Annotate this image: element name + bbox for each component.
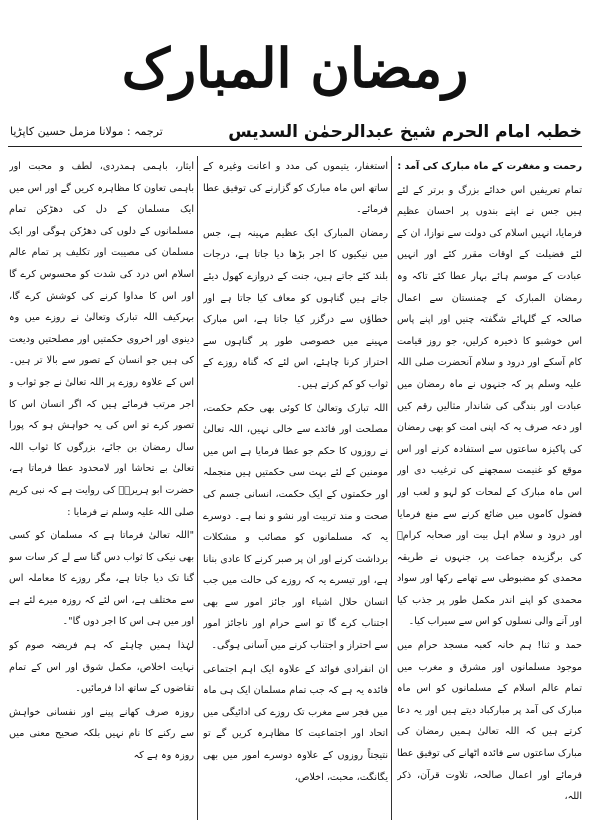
- paragraph: ان انفرادی فوائد کے علاوہ ایک اہم اجتماعی فائدہ یہ ہے کہ جب تمام مسلمان ایک ہی ماہ میں فجر سے مغرب تک روزے کی ادائیگی میں اتحاد اور اجتماعیت کا مظاہرہ کریں گے تو نتیجتاً روزوں کے علاوہ دوسرے امور میں بھی یگانگت، محبت، اخلاص،: [203, 663, 388, 783]
- paragraph: استغفار، یتیموں کی مدد و اعانت وغیرہ کے ساتھ اس ماہ مبارک کو گزارنے کی توفیق عطا فرمائے۔: [203, 161, 388, 216]
- paragraph: لہٰذا ہمیں چاہئے کہ ہم فریضہ صوم کو نہایت اخلاص، مکمل شوق اور اس کے تمام تقاضوں کے ساتھ ادا فرمائیں۔: [9, 640, 194, 695]
- hadith-quote: "اللہ تعالیٰ فرماتا ہے کہ مسلمان کو کسی بھی نیکی کا ثواب دس گنا سے لے کر سات سو گنا تک دیا جاتا ہے، مگر روزے کا معاملہ اس سے مختلف ہے، اس لئے کہ روزہ میرے لئے ہے اور میں ہی اس کا اجر دوں گا"۔: [9, 530, 194, 628]
- paragraph: ایثار، باہمی ہمدردی، لطف و محبت اور باہمی تعاون کا مظاہرہ کریں گے اور اس میں ایک مسلمان کے دل کی دھڑکن تمام مسلمانوں کے دلوں کی دھڑکن ہوگی اور ایک مسلمان کی مصیبت اور تکلیف پر تمام عالم اسلام اس درد کی شدت کو محسوس کرے گا اور اس کا مداوا کرنے کی کوشش کرے گا، بہرکیف اللہ تبارک وتعالیٰ نے روزے میں وہ دینوی اور اخروی حکمتیں اور مصلحتیں ودیعت کی ہیں جو انسان کے تصور سے بالا تر ہیں۔ اس کے علاوہ روزے پر اللہ تعالیٰ نے جو ثواب و اجر مرتب فرمائے ہیں کہ اگر انسان اس کا تصور کرے تو اس کی یہ خواہش ہو کہ پورا سال رمضان بن جائے، بزرگوں کا ثواب اللہ تعالیٰ بے تحاشا اور لامحدود عطا فرماتا ہے، حضرت ابو ہریرہؓ کی روایت ہے کہ نبی کریم صلی اللہ علیہ وسلم نے فرمایا :: [9, 161, 194, 518]
- paragraph: حمد و ثنا! ہم خانہ کعبہ مسجد حرام میں موجود مسلمانوں اور مشرق و مغرب میں تمام عالم اسلام کے مسلمانوں کو اس ماہ مبارک کی آمد پر مبارکباد دیتے ہیں اور یہ دعا کرتے ہیں کہ اللہ تعالیٰ ہمیں رمضان کی مبارک ساعتوں سے فائدہ اٹھانے کی توفیق عطا فرمائے اور اعمال صالحہ، تلاوت قرآن، ذکر اللہ،: [397, 640, 582, 803]
- article-columns: [8, 156, 582, 820]
- article-column-1: [397, 156, 582, 820]
- paragraph: اللہ تبارک وتعالیٰ کا کوئی بھی حکم حکمت، مصلحت اور فائدے سے خالی نہیں، اللہ تعالیٰ نے روزوں کا حکم جو عطا فرمایا ہے اس میں مومنین کے لئے بہت سی حکمتیں ہیں منجملہ اور حکمتوں کے ایک حکمت، انسانی جسم کی صحت و مند تربیت اور نشو و نما ہے۔ دوسرے یہ کہ مسلمانوں کو مصائب و مشکلات برداشت کرنے اور ان پر صبر کرنے کا عادی بنانا ہے، اور تیسرے یہ کہ روزے کی حالت میں جب انسان حلال اشیاء اور جائز امور سے بھی اجتناب کرے گا تو اسے حرام اور ناجائز امور سے احتراز و اجتناب کرنے میں آسانی ہوگی۔: [203, 402, 388, 652]
- translator-credit: ترجمہ : مولانا مزمل حسین کاپڑیا: [10, 125, 163, 138]
- paragraph: رمضان المبارک ایک عظیم مہینہ ہے، جس میں نیکیوں کا اجر بڑھا دیا جاتا ہے، درجات بلند کئے جاتے ہیں، جنت کے دروازے کھول دیئے جاتے ہیں گناہوں کو معاف کیا جاتا ہے اور خطاؤں سے درگزر کیا جاتا ہے، اس مبارک مہینے میں خصوصی طور پر گناہوں سے احتراز کرنا چاہئے، اس لئے کہ گناہ روزے کے ثواب کو کم کرتے ہیں۔: [203, 227, 388, 390]
- header-rule: [8, 146, 582, 147]
- article-byline: خطبہ امام الحرم شیخ عبدالرحمٰن السدیس: [228, 122, 582, 142]
- paragraph: روزہ صرف کھانے پینے اور نفسانی خواہش سے رکنے کا نام نہیں بلکہ صحیح معنی میں روزہ وہ ہے کہ: [9, 706, 194, 762]
- article-column-2: [203, 156, 388, 820]
- page-title: رمضان المبارک: [121, 36, 469, 100]
- paragraph: تمام تعریفیں اس خدائے بزرگ و برتر کے لئے ہیں جس نے اپنے بندوں پر احسان عظیم فرمایا، انہیں اسلام کی دولت سے نوازا، ان کے لئے فضیلت کے اوقات مقرر کئے اور انہیں عبادت کے موسم ہائے بہار عطا کئے تاکہ وہ رمضان المبارک کے چمنستان سے اعمال صالحہ کے گلہائے شگفتہ چنیں اور اپنے پاس اس خوشبو کا ذخیرہ کرلیں، جو روز قیامت کام آسکے اور درود و سلام آنحضرت صلی اللہ علیہ وسلم پر کہ جنہوں نے ماہ رمضان میں عبادت اور بندگی کی شاندار مثالیں رقم کیں اور دعہ صرف یہ کہ اپنی امت کو بھی رمضان کی پاکیزہ ساعتوں سے استفادہ کرنے اور اس موقع کو غنیمت سمجھنے کی ترغیب دی اور اس ماہ مبارک کے لمحات کو لہو و لعب اور فضول کاموں میں ضائع کرنے سے منع فرمایا اور درود و سلام اہل بیت اور صحابہ کرامؓ کی برگزیدہ جماعت پر، جنہوں نے طریقہ محمدی کو مضبوطی سے تھامے رکھا اور سواد محمدی کو اپنے اندر مکمل طور پر جذب کیا اور آنے والی نسلوں کو اس سے سیراب کیا۔: [397, 184, 582, 628]
- column-divider: [391, 156, 392, 820]
- section-heading: رحمت و مغفرت کے ماہ مبارک کی آمد :: [397, 161, 582, 172]
- article-column-3: [9, 156, 194, 820]
- column-divider: [197, 156, 198, 820]
